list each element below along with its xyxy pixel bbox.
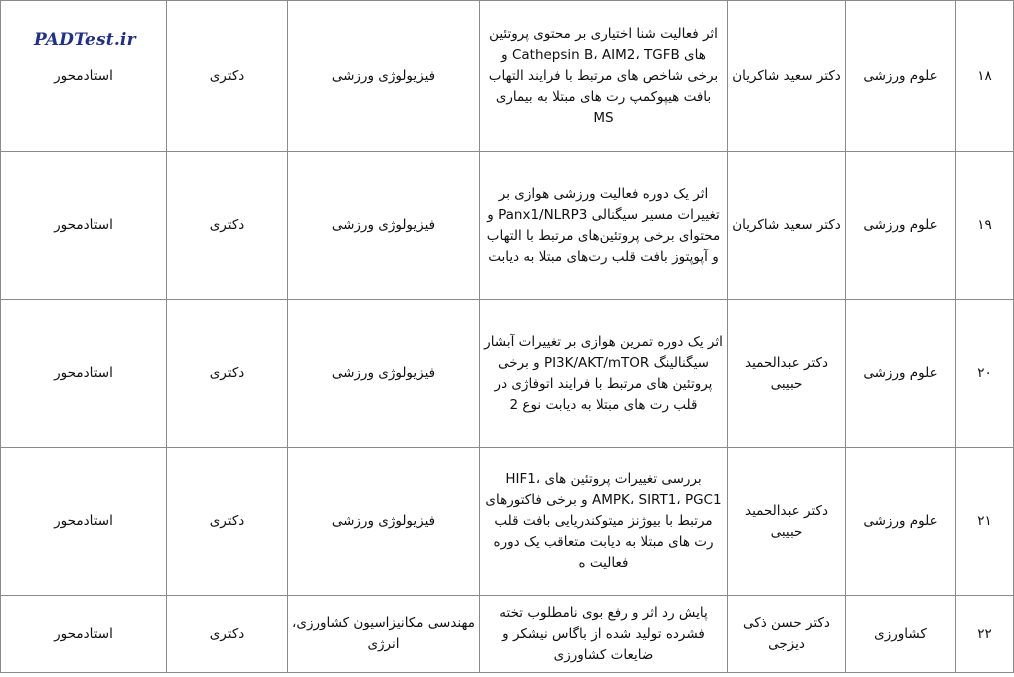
degree-cell: دکتری xyxy=(167,300,288,448)
major-cell: فیزیولوژی ورزشی xyxy=(288,448,480,596)
row-number: ۱۹ xyxy=(956,152,1014,300)
field-cell: علوم ورزشی xyxy=(846,448,956,596)
degree-cell: دکتری xyxy=(167,152,288,300)
row-number: ۱۸ xyxy=(956,1,1014,152)
supervisor-cell: دکتر عبدالحمید حبیبی xyxy=(728,448,846,596)
role-cell: استادمحور xyxy=(1,300,167,448)
degree-cell: دکتری xyxy=(167,1,288,152)
role-cell: استادمحور xyxy=(1,448,167,596)
thesis-title-cell: اثر یک دوره تمرین هوازی بر تغییرات آبشار سیگنالینگ PI3K/AKT/mTOR و برخی پروتئین های مرتبط با فرایند اتوفاژی در قلب رت های مبتلا به دیابت نوع 2 xyxy=(480,300,728,448)
row-number: ۲۰ xyxy=(956,300,1014,448)
supervisor-cell: دکتر عبدالحمید حبیبی xyxy=(728,300,846,448)
site-watermark: PADTest.ir xyxy=(34,30,136,50)
table-row xyxy=(1,448,1014,596)
table-row xyxy=(1,596,1014,673)
field-cell: علوم ورزشی xyxy=(846,300,956,448)
role-cell: استادمحور xyxy=(1,152,167,300)
field-cell: کشاورزی xyxy=(846,596,956,673)
row-number: ۲۱ xyxy=(956,448,1014,596)
field-cell: علوم ورزشی xyxy=(846,1,956,152)
role-cell: استادمحور xyxy=(1,1,167,152)
major-cell: فیزیولوژی ورزشی xyxy=(288,300,480,448)
thesis-title-cell: اثر فعالیت شنا اختیاری بر محتوی پروتئین های Cathepsin B، AIM2، TGFB و برخی شاخص های مرتبط با فرایند التهاب بافت هیپوکمپ رت های مبتلا به بیماری MS xyxy=(480,1,728,152)
major-cell: مهندسی مکانیزاسیون کشاورزی، انرژی xyxy=(288,596,480,673)
table-row xyxy=(1,1,1014,152)
thesis-title-cell: پایش رد اثر و رفع بوی نامطلوب تخته فشرده تولید شده از باگاس نیشکر و ضایعات کشاورزی xyxy=(480,596,728,673)
field-cell: علوم ورزشی xyxy=(846,152,956,300)
supervisor-cell: دکتر حسن ذکی دیزجی xyxy=(728,596,846,673)
role-cell: استادمحور xyxy=(1,596,167,673)
table-row xyxy=(1,152,1014,300)
thesis-title-cell: اثر یک دوره فعالیت ورزشی هوازی بر تغییرات مسیر سیگنالی Panx1/NLRP3 و محتوای برخی پروتئین‌های مرتبط با التهاب و آپوپتوز بافت قلب رت‌های مبتلا به دیابت xyxy=(480,152,728,300)
degree-cell: دکتری xyxy=(167,596,288,673)
table-row xyxy=(1,300,1014,448)
major-cell: فیزیولوژی ورزشی xyxy=(288,152,480,300)
supervisor-cell: دکتر سعید شاکریان xyxy=(728,152,846,300)
row-number: ۲۲ xyxy=(956,596,1014,673)
degree-cell: دکتری xyxy=(167,448,288,596)
major-cell: فیزیولوژی ورزشی xyxy=(288,1,480,152)
supervisor-cell: دکتر سعید شاکریان xyxy=(728,1,846,152)
thesis-title-cell: بررسی تغییرات پروتئین های HIF1، AMPK، SIRT1، PGC1 و برخی فاکتورهای مرتبط با بیوژنز میتوکندریایی بافت قلب رت های مبتلا به دیابت متعاقب یک دوره فعالیت ه xyxy=(480,448,728,596)
